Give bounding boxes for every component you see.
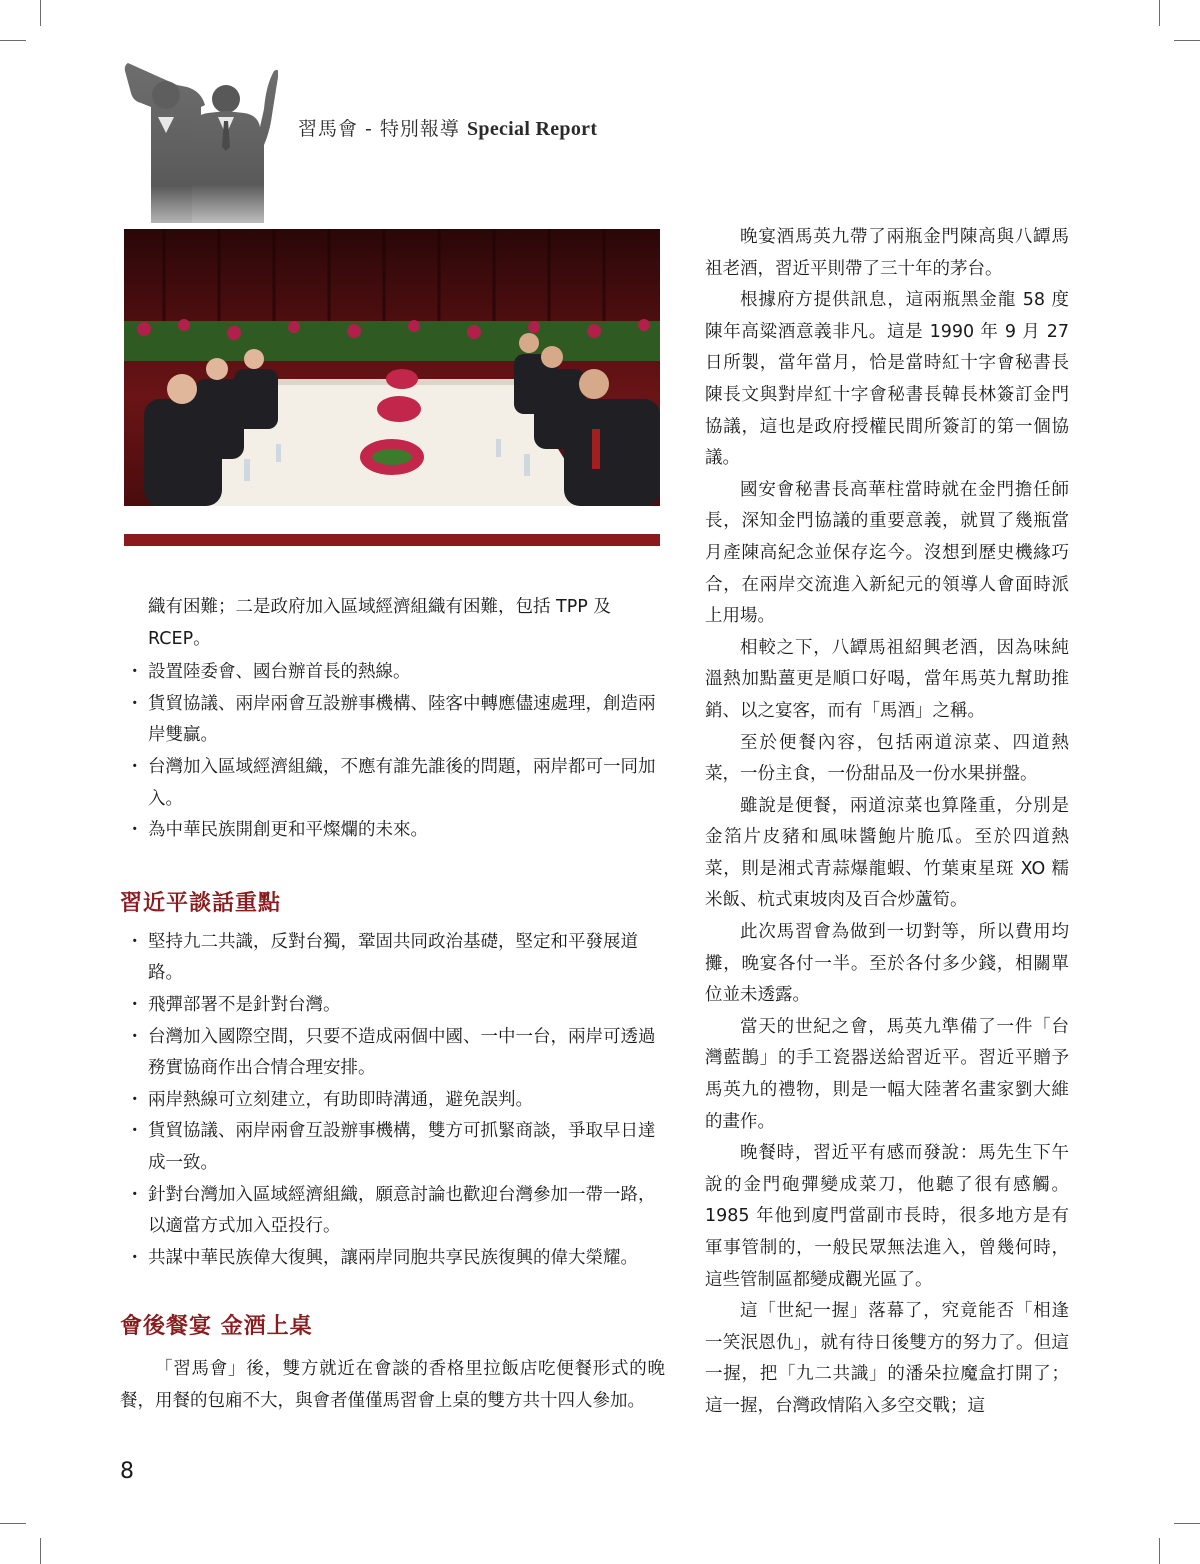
photo-accent-bar	[124, 534, 660, 546]
list-item: ・ 設置陸委會、國台辦首長的熱線。	[126, 662, 411, 683]
banquet-heading: 會後餐宴 金酒上桌	[120, 1314, 313, 1340]
right-column	[705, 222, 1069, 1423]
list-item: ・ 飛彈部署不是針對台灣。	[126, 994, 341, 1015]
running-head	[298, 114, 597, 141]
header-figures-photo	[118, 55, 278, 223]
paragraph: 晚宴酒馬英九帶了兩瓶金門陳高與八罈馬祖老酒，習近平則帶了三十年的茅台。	[705, 227, 1069, 279]
crop-mark	[40, 1538, 41, 1564]
list-item: ・ 兩岸熱線可立刻建立，有助即時溝通，避免誤判。	[126, 1089, 533, 1110]
crop-mark	[40, 0, 41, 26]
list-item: ・ 台灣加入區域經濟組織，不應有誰先誰後的問題，兩岸都可一同加入。	[126, 756, 656, 809]
crop-mark	[0, 40, 26, 41]
paragraph: 晚餐時，習近平有感而發說：馬先生下午說的金門砲彈變成菜刀，他聽了很有感觸。1985 年他到廈門當副市長時，很多地方是有軍事管制的，一般民眾無法進入，曾幾何時，這些管制區都變成觀光區了。	[705, 1143, 1069, 1290]
crop-mark	[1174, 40, 1200, 41]
section-title-en: Special Report	[466, 118, 598, 140]
ma-points-list	[120, 657, 665, 847]
list-item: ・ 為中華民族開創更和平燦爛的未來。	[126, 820, 428, 841]
meeting-photo	[124, 229, 660, 506]
left-column	[120, 592, 665, 1417]
page-number: 8	[120, 1459, 134, 1484]
crop-mark	[1174, 1523, 1200, 1524]
paragraph: 此次馬習會為做到一切對等，所以費用均攤，晚宴各付一半。至於各付多少錢，相關單位並未透露。	[705, 922, 1069, 1006]
banquet-body	[120, 1354, 665, 1417]
banquet-paragraph: 「習馬會」後，雙方就近在會談的香格里拉飯店吃便餐形式的晚餐，用餐的包廂不大，與會者僅僅馬習會上桌的雙方共十四人參加。	[120, 1359, 665, 1411]
list-item: ・ 貨貿協議、兩岸兩會互設辦事機構、陸客中轉應儘速處理，創造兩岸雙贏。	[126, 693, 656, 746]
paragraph: 這「世紀一握」落幕了，究竟能否「相逢一笑泯恩仇」，就有待日後雙方的努力了。但這一握，把「九二共識」的潘朵拉魔盒打開了；這一握，台灣政情陷入多空交戰；這	[705, 1301, 1069, 1416]
xi-heading: 習近平談話重點	[120, 890, 282, 916]
paragraph: 國安會秘書長高華柱當時就在金門擔任師長，深知金門協議的重要意義，就買了幾瓶當月產陳高紀念並保存迄今。沒想到歷史機緣巧合，在兩岸交流進入新紀元的領導人會面時派上用場。	[705, 479, 1069, 627]
paragraph: 相較之下，八罈馬祖紹興老酒，因為味純溫熱加點薑更是順口好喝，當年馬英九幫助推銷、以之宴客，而有「馬酒」之稱。	[705, 637, 1069, 721]
xi-points-list	[120, 927, 665, 1275]
list-item: ・ 針對台灣加入區域經濟組織，願意討論也歡迎台灣參加一帶一路，以適當方式加入亞投行。	[126, 1184, 656, 1237]
meeting-photo-illustration	[124, 229, 660, 506]
crop-mark	[1159, 1538, 1160, 1564]
list-item: ・ 堅持九二共識，反對台獨，鞏固共同政治基礎，堅定和平發展道路。	[126, 931, 638, 984]
paragraph: 雖說是便餐，兩道涼菜也算隆重，分別是金箔片皮豬和風味醬鮑片脆瓜。至於四道熱菜，則是湘式青蒜爆龍蝦、竹葉東星斑 XO 糯米飯、杭式東坡肉及百合炒蘆筍。	[705, 795, 1069, 911]
list-item: ・ 共謀中華民族偉大復興，讓兩岸同胞共享民族復興的偉大榮耀。	[126, 1247, 638, 1268]
paragraph: 至於便餐內容，包括兩道涼菜、四道熱菜，一份主食，一份甜品及一份水果拼盤。	[705, 732, 1069, 785]
section-title-zh: 習馬會 - 特別報導	[298, 118, 460, 140]
list-item: ・ 貨貿協議、兩岸兩會互設辦事機構，雙方可抓緊商談，爭取早日達成一致。	[126, 1121, 656, 1173]
crop-mark	[0, 1523, 26, 1524]
paragraph: 根據府方提供訊息，這兩瓶黑金龍 58 度陳年高粱酒意義非凡。這是 1990 年 9 月 27 日所製，當年當月，恰是當時紅十字會秘書長陳長文與對岸紅十字會秘書長韓長林簽訂金門協議，這也是政府授權民間所簽訂的第一個協議。	[705, 290, 1069, 469]
lead-continuation: 織有困難；二是政府加入區域經濟組織有困難，包括 TPP 及 RCEP。	[148, 597, 611, 649]
list-item: ・ 台灣加入國際空間，只要不造成兩個中國、一中一台，兩岸可透過務實協商作出合情合理安排。	[126, 1026, 656, 1079]
paragraph: 當天的世紀之會，馬英九準備了一件「台灣藍鵲」的手工瓷器送給習近平。習近平贈予馬英九的禮物，則是一幅大陸著名畫家劉大維的畫作。	[705, 1016, 1069, 1132]
crop-mark	[1159, 0, 1160, 26]
